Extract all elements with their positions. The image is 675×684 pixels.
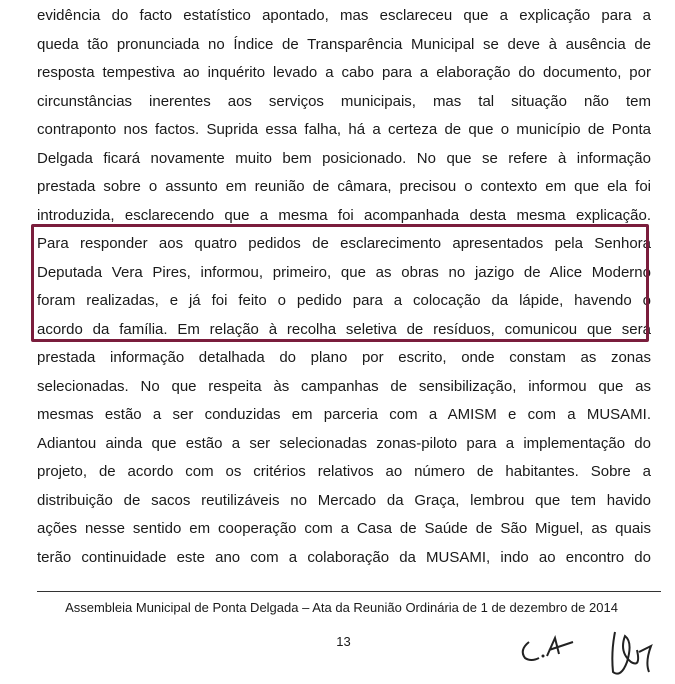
highlighted-text-line: Deputada Vera Pires, informou, primeiro, que as obras no jazigo de Alice Moderno <box>37 263 651 281</box>
highlight-box <box>31 224 649 342</box>
text-line: mesmas estão a ser conduzidas em parceria com a AMISM e com a MUSAMI. <box>37 406 651 423</box>
text-line: contraponto nos factos. Suprida essa falha, há a certeza de que o município de Ponta <box>37 121 651 138</box>
text-line: Delgada ficará novamente muito bem posicionado. No que se refere à informação <box>37 149 651 167</box>
footer-divider <box>37 591 661 592</box>
text-line: queda tão pronunciada no Índice de Transparência Municipal se deve à ausência de <box>37 35 651 53</box>
text-line: terão continuidade este ano com a colaboração da MUSAMI, indo ao encontro do <box>37 548 651 566</box>
text-line: prestada informação detalhada do plano por escrito, onde constam as zonas <box>37 349 651 366</box>
text-line: ações nesse sentido em cooperação com a Casa de Saúde de São Miguel, as quais <box>37 520 651 537</box>
text-line: Adiantou ainda que estão a ser selecionadas zonas-piloto para a implementação do <box>37 434 651 452</box>
text-line: selecionadas. No que respeita às campanhas de sensibilização, informou que as <box>37 377 651 395</box>
text-line: resposta tempestiva ao inquérito levado a cabo para a elaboração do documento, por <box>37 64 651 81</box>
page-footer: Assembleia Municipal de Ponta Delgada – Ata da Reunião Ordinária de 1 de dezembro de 2014 <box>65 600 618 615</box>
text-line: projeto, de acordo com os critérios relativos ao número de habitantes. Sobre a <box>37 463 651 480</box>
highlighted-text-line: foram realizadas, e já foi feito o pedido para a colocação da lápide, havendo o <box>37 292 651 309</box>
text-line: evidência do facto estatístico apontado, mas esclareceu que a explicação para a <box>37 7 651 24</box>
highlighted-text-line: Para responder aos quatro pedidos de esclarecimento apresentados pela Senhora <box>37 235 651 252</box>
highlighted-text-line: acordo da família. Em relação à recolha seletiva de resíduos, comunicou que será <box>37 320 651 338</box>
page-number: 13 <box>336 634 351 649</box>
signature-initials <box>515 612 675 684</box>
text-line: circunstâncias inerentes aos serviços municipais, mas tal situação não tem <box>37 92 651 110</box>
text-line: prestada sobre o assunto em reunião de câmara, precisou o contexto em que ela foi <box>37 178 651 195</box>
text-line: distribuição de sacos reutilizáveis no Mercado da Graça, lembrou que tem havido <box>37 491 651 509</box>
text-line: introduzida, esclarecendo que a mesma foi acompanhada desta mesma explicação. <box>37 206 651 224</box>
